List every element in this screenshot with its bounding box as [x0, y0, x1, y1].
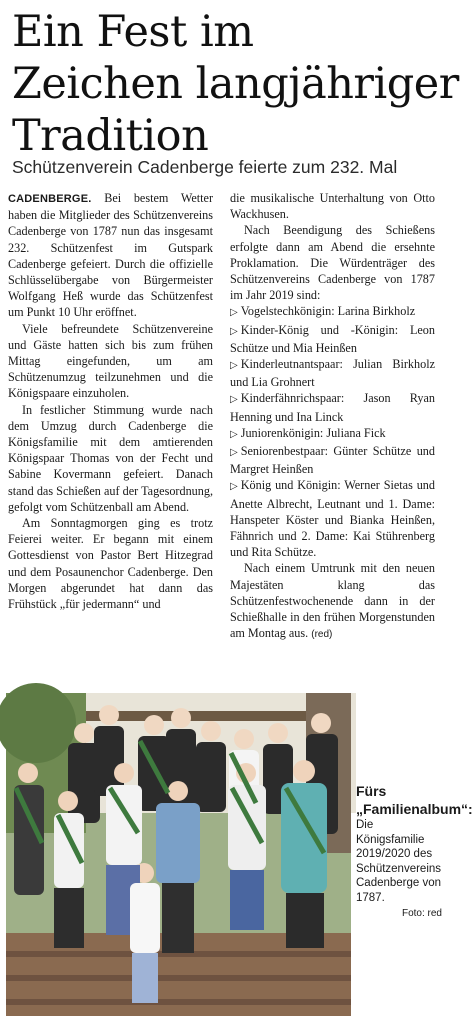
photo-caption [356, 783, 473, 922]
paragraph-5: die musikalische Unterhaltung von Otto Wackhusen. [230, 191, 435, 222]
list-item-text: Kinder-König und -Königin: Leon Schütze und Mia Heinßen [230, 322, 435, 355]
headline-line-2: Zeichen langjähriger [12, 59, 459, 109]
honors-list [230, 303, 435, 560]
dateline: CADENBERGE. [8, 193, 92, 205]
list-item-text: Kinderleutnantspaar: Julian Birkholz und Lia Grohnert [230, 357, 435, 390]
triangle-right-icon: ▷ [230, 428, 238, 440]
paragraph-3: In festlicher Stimmung wurde nach dem Umzug durch Cadenberge die Königsfamilie mit dem amtierenden Königspaar Thomas von der Fecht und Sabine Kovermann gefeiert. Danach stand das Schießen auf der Tagesordnung, gefolgt vom Schützenball am Abend. [8, 402, 213, 514]
list-item [230, 390, 435, 424]
list-item [230, 322, 435, 356]
triangle-right-icon: ▷ [230, 360, 238, 372]
list-item [230, 425, 435, 443]
headline-line-3: Tradition [12, 111, 209, 161]
list-item-text: Kinderfähnrichspaar: Jason Ryan Henning und Ina Linck [230, 391, 435, 424]
list-item-text: Vogelstechkönigin: Larina Birkholz [240, 304, 416, 319]
triangle-right-icon: ▷ [230, 394, 238, 406]
list-item [230, 356, 435, 390]
paragraph-6: Nach Beendigung des Schießens erfolgte dann am Abend die ersehnte Proklamation. Die Würdenträger des Schützenvereins Cadenberge von 1787 im Jahr 2019 sind: [230, 223, 435, 303]
article-subheadline: Schützenverein Cadenberge feierte zum 232. Mal [12, 157, 398, 177]
paragraph-1 [8, 190, 213, 321]
headline-line-1: Ein Fest im [12, 7, 254, 57]
list-item-text: König und Königin: Werner Sietas und Anette Albrecht, Leutnant und 1. Dame: Hanspeter Köster und Bianka Heinßen, Fähnrich und 2. Dame: Kai Stührenberg und Rita Schütze. [230, 478, 435, 560]
group-photo [6, 693, 351, 1016]
paragraph-7-text: Nach einem Umtrunk mit den neuen Majestäten klang das Schützenfestwochenende dann in der Schießhalle in den frühen Morgenstunden am Montag aus. [230, 561, 435, 641]
caption-text: Die Königsfamilie 2019/2020 des Schützenvereins Cadenberge von 1787. [356, 819, 442, 904]
triangle-right-icon: ▷ [230, 307, 238, 319]
paragraph-7 [230, 560, 435, 643]
photo-credit: Foto: red [401, 908, 442, 919]
article-headline [12, 6, 459, 162]
list-item-text: Seniorenbestpaar: Günter Schütze und Margret Heinßen [230, 444, 435, 477]
article-credit: (red) [311, 629, 333, 641]
list-item-text: Juniorenkönigin: Juliana Fick [240, 425, 386, 440]
caption-title: Fürs „Familienalbum“: [356, 783, 473, 817]
triangle-right-icon: ▷ [230, 481, 238, 493]
paragraph-1-text: Bei bestem Wetter haben die Mitglieder des Schützenvereins Cadenberge von 1787 nun das insgesamt 232. Schützenfest im Gutspark Cadenberge gefeiert. Durch die offizielle Schlüsselübergabe von Bürgermeister Wolfgang Heß wurde das Schützenfest um Punkt 10 Uhr eröffnet. [8, 191, 213, 320]
triangle-right-icon: ▷ [230, 447, 238, 459]
group-photo-illustration [6, 693, 351, 1016]
paragraph-4: Am Sonntagmorgen ging es trotz Feierei weiter. Er begann mit einem Gottesdienst von Pastor Bert Hitzegrad und dem Posaunenchor Cadenberge. Den Morgen abgerundet hat dann das Frühstück „für jedermann“ und [8, 516, 213, 612]
list-item [230, 443, 435, 477]
article-column-right [230, 190, 435, 643]
list-item [230, 477, 435, 560]
triangle-right-icon: ▷ [230, 325, 238, 337]
list-item [230, 303, 435, 321]
article-column-left [8, 190, 213, 612]
paragraph-2: Viele befreundete Schützenvereine und Gäste hatten sich bis zum frühen Mittag eingefunden, um am Schützenumzug teilzunehmen und die Königspaare einzuholen. [8, 321, 213, 401]
